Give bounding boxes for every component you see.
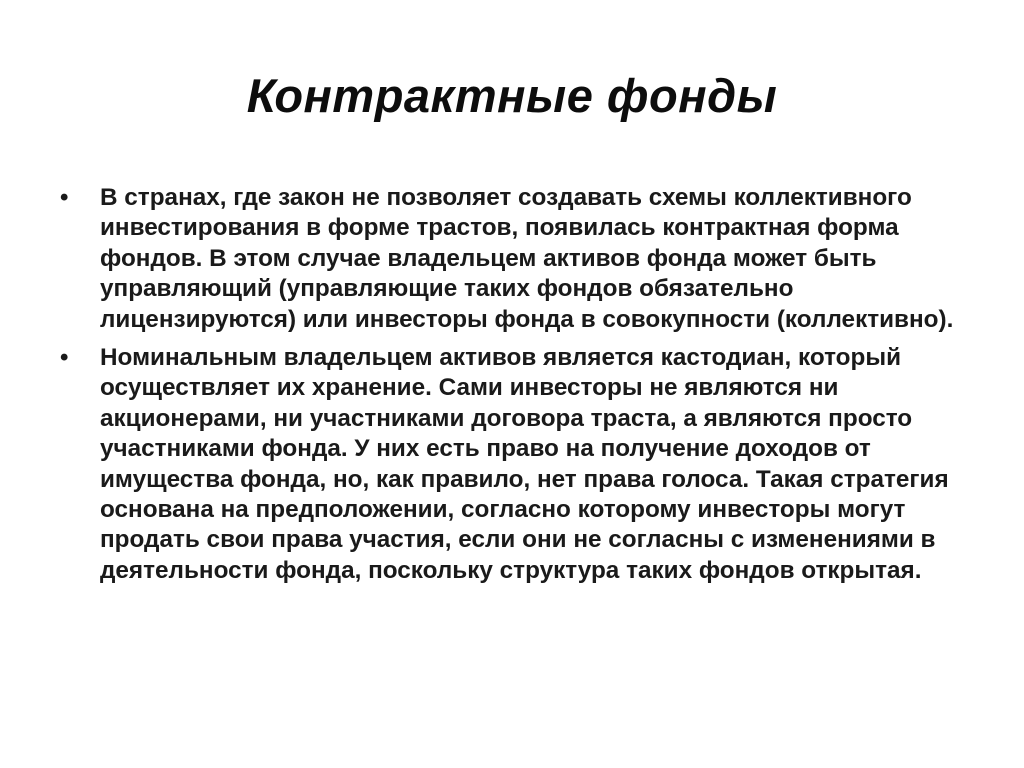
bullet-list: [60, 183, 965, 594]
bullet-icon: •: [60, 344, 69, 372]
bullet-text: Номинальным владельцем активов является кастодиан, который осуществляет их хранение. Сами инвесторы не являются ни акционерами, ни участниками договора траста, а являются просто участниками фонда. У них есть право на получение доходов от имущества фонда, но, как правило, нет права голоса. Такая стратегия основана на предположении, согласно которому инвесторы могут продать свои права участия, если они не согласны с изменениями в деятельности фонда, поскольку структура таких фондов открытая.: [100, 344, 949, 584]
bullet-text: В странах, где закон не позволяет создавать схемы коллективного инвестирования в форме трастов, появилась контрактная форма фондов. В этом случае владельцем активов фонда может быть управляющий (управляющие таких фондов обязательно лицензируются) или инвесторы фонда в совокупности (коллективно).: [100, 184, 954, 333]
slide-title: Контрактные фонды: [246, 69, 778, 122]
bullet-icon: •: [60, 184, 69, 211]
bullet-item-1: [60, 183, 965, 335]
bullet-item-2: [60, 343, 965, 586]
